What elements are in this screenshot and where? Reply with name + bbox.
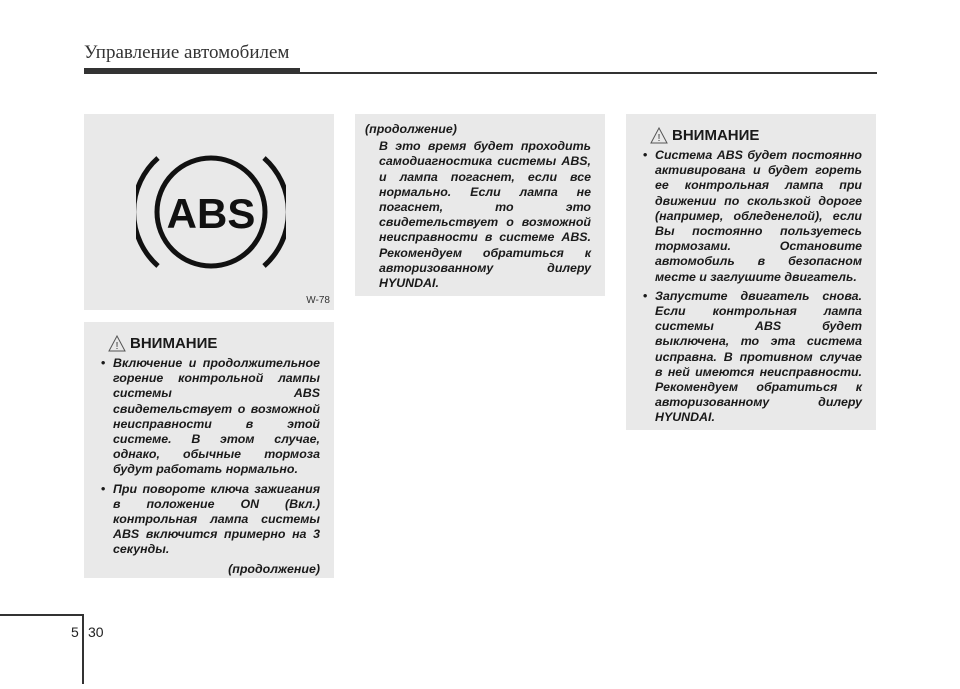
- footer-rule: [0, 614, 84, 616]
- chapter-number: 5: [71, 624, 79, 640]
- header-rule: [84, 72, 877, 74]
- warning-triangle-icon: [108, 335, 126, 352]
- section-title: Управление автомобилем: [84, 42, 290, 63]
- warning-list: [98, 356, 320, 558]
- continued-text: В это время будет проходить самодиагностика системы ABS, и лампа погаснет, если все нормально. Если лампа не погаснет, то это свидетельствует о возможной неисправности в системе ABS. Рекомендуем обратиться к авторизованному дилеру HYUNDAI.: [379, 139, 591, 291]
- svg-text:!: !: [657, 133, 661, 144]
- footer-divider: [82, 614, 84, 684]
- warning-header: [108, 332, 320, 352]
- warning-triangle-icon: [650, 127, 668, 144]
- continued-note: (продолжение): [228, 561, 320, 576]
- warning-list: [640, 148, 862, 426]
- warning-title: ВНИМАНИЕ: [130, 335, 218, 352]
- warning-box-right: [626, 114, 876, 430]
- warning-item: • При повороте ключа зажигания в положение ON (Вкл.) контрольная лампа системы ABS включится примерно на 3 секунды.: [98, 482, 320, 558]
- warning-item: • Система ABS будет постоянно активирована и будет гореть ее контрольная лампа при движении по скользкой дороге (например, обледенелой), если Вы постоянно пользуетесь тормозами. Остановите автомобиль в безопасном месте и заглушите двигатель.: [640, 148, 862, 285]
- page-number: 30: [88, 624, 104, 640]
- continued-panel: [355, 114, 605, 296]
- continued-label: (продолжение): [365, 122, 457, 136]
- abs-warning-lamp-icon: [136, 140, 286, 284]
- warning-item: • Включение и продолжительное горение контрольной лампы системы ABS свидетельствует о возможной неисправности в этой системе. В этом случае, однако, обычные тормоза будут работать нормально.: [98, 356, 320, 478]
- warning-title: ВНИМАНИЕ: [672, 127, 760, 144]
- warning-item: • Запустите двигатель снова. Если контрольная лампа системы ABS будет выключена, то эта система исправна. В противном случае в ней имеются неисправности. Рекомендуем обратиться к авторизованному дилеру HYUNDAI.: [640, 289, 862, 426]
- abs-figure-panel: [84, 114, 334, 310]
- warning-header: [650, 124, 862, 144]
- svg-text:!: !: [115, 341, 119, 352]
- warning-box-left: [84, 322, 334, 578]
- abs-symbol-text: ABS: [166, 190, 256, 237]
- figure-code: W-78: [306, 295, 330, 306]
